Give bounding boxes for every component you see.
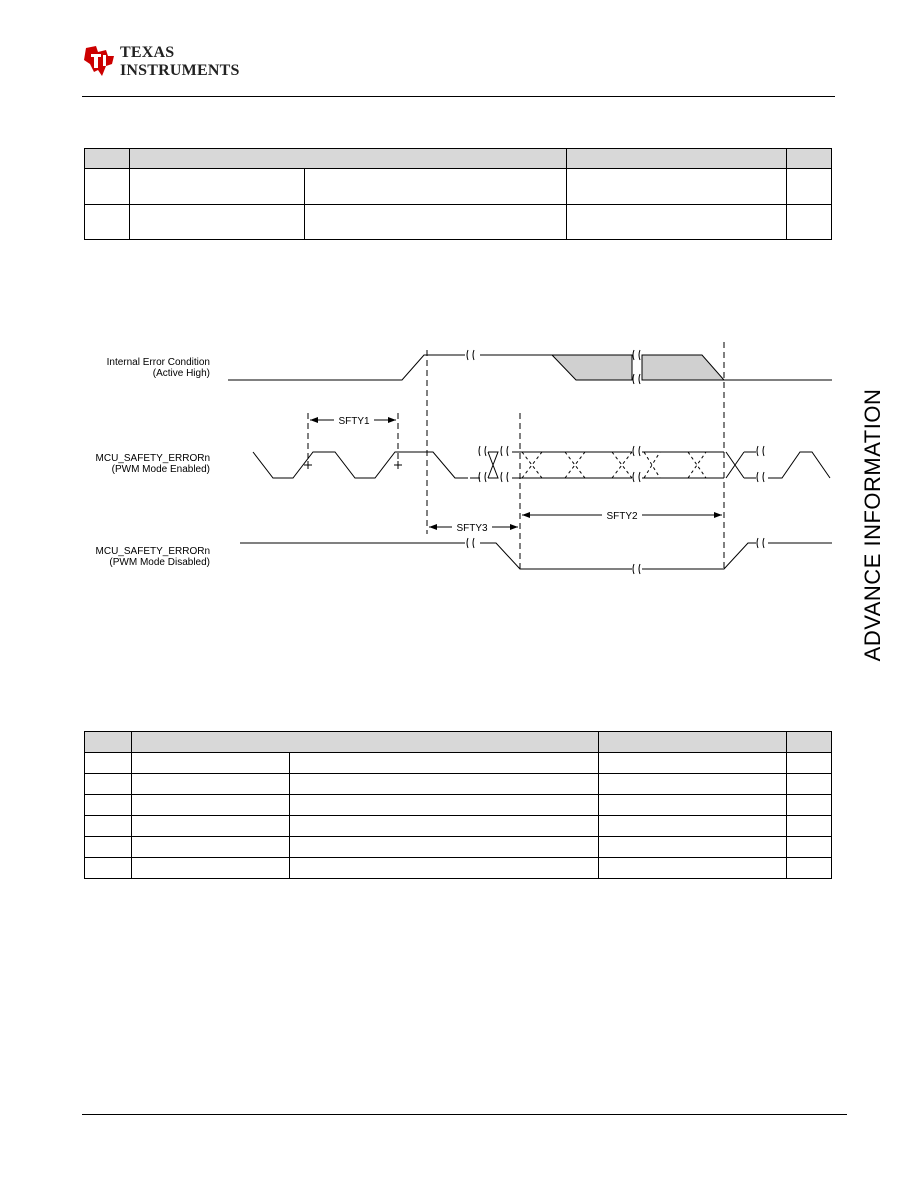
table-header-cell: [599, 732, 787, 753]
advance-information-banner: ADVANCE INFORMATION: [860, 388, 885, 662]
table-row: [85, 774, 832, 795]
sfty3-label: SFTY3: [456, 523, 488, 534]
table-row: [85, 837, 832, 858]
internal-error-waveform: [228, 350, 832, 384]
table-header-cell: [787, 732, 832, 753]
signal-label-internal-error: Internal Error Condition (Active High): [106, 357, 210, 379]
pwm-enabled-waveform: [253, 446, 830, 482]
table-row: [85, 858, 832, 879]
table-row: [85, 753, 832, 774]
table-row: [85, 816, 832, 837]
logo-line-2: INSTRUMENTS: [120, 62, 240, 79]
sfty1-label: SFTY1: [338, 416, 370, 427]
table-header-cell: [85, 732, 132, 753]
footer-rule: [82, 1114, 847, 1115]
logo-line-1: TEXAS: [120, 44, 175, 61]
table-header-cell: [131, 732, 598, 753]
signal-label-pwm-enabled: MCU_SAFETY_ERRORn (PWM Mode Enabled): [95, 453, 210, 475]
signal-label-pwm-disabled: MCU_SAFETY_ERRORn (PWM Mode Disabled): [95, 546, 210, 568]
safety-timing-table-2: [84, 731, 832, 879]
sfty2-label: SFTY2: [606, 511, 638, 522]
table-row: [85, 795, 832, 816]
pwm-disabled-waveform: [240, 538, 832, 574]
